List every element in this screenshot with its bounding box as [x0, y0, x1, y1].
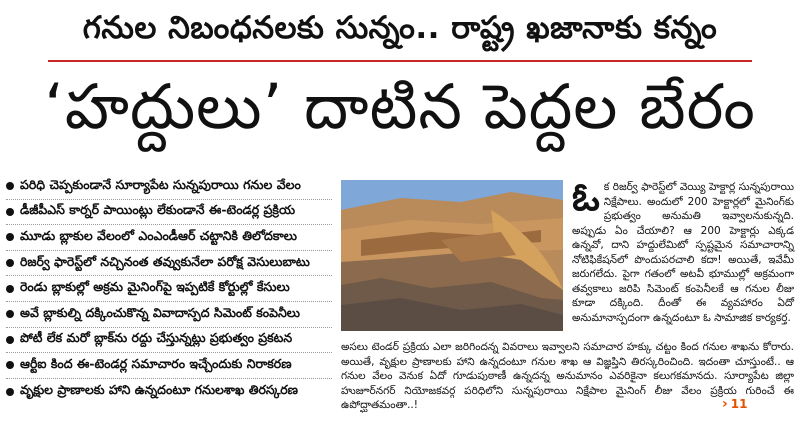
bullet-icon — [6, 233, 14, 241]
quarry-illustration — [341, 180, 563, 331]
bullet-item — [6, 353, 332, 379]
bullet-icon — [6, 336, 14, 344]
bullet-icon — [6, 361, 14, 369]
article-paragraph: క రిజర్వ్ ఫారెస్ట్‌లో వెయ్యి హెక్టార్ల సున్నపురాయి నిక్షేపాలు. అందులో 200 హెక్టార్లలో మైనింగ్‌కు ప్రభుత్వం అనుమతి ఇవ్వాలనుకున్నది. అప్పుడు ఏం చేయాలి? ఆ 200 హెక్టార్లు ఎక్కడ ఉన్నవో, దాని హద్దులేమిటో స్పష్టమైన సమాచారాన్ని నోటిఫికేషన్‌లో పొందుపరచాలి కదా! అయితే, ఇవేమీ జరుగలేదు. పైగా గతంలో అటవీ భూముల్లో అక్రమంగా తవ్వకాలు జరిపి సిమెంట్ కంపెనీలకే ఆ గనుల లీజు కూడా దక్కింది. దీంతో ఈ వ్యవహారం ఏదో అనుమానాస్పదంగా ఉన్నదంటూ ఓ సామాజిక కార్యకర్త. — [572, 181, 794, 324]
bullet-item — [6, 251, 332, 277]
bullet-item — [6, 328, 332, 354]
bullet-item — [6, 302, 332, 328]
headline-text: ‘హద్దులు’ దాటిన పెద్దల బేరం — [44, 70, 756, 143]
continued-page: 11 — [730, 397, 748, 411]
bullet-item — [6, 379, 332, 405]
bullet-icon — [6, 285, 14, 293]
bullet-text: రిజర్వ్ ఫారెస్ట్‌లో నచ్చినంత తవ్వుకునేలా పరోక్ష వెసులుబాటు — [20, 253, 310, 269]
continued-marker — [722, 396, 747, 412]
kicker-headline — [0, 0, 800, 62]
bullet-icon — [6, 182, 14, 190]
article-paragraph: అసలు టెండర్ ప్రక్రియ ఎలా జరిగిందన్న వివరాలు ఇవ్వాలని సమాచార హక్కు చట్టం కింద గనుల శాఖను కోరారు. అయితే, వృక్షుల ప్రాణాలకు హాని ఉన్నదంటూ గనుల శాఖ ఆ విజ్ఞప్తిని తిరస్కరించింది. ఇదంతా చూస్తుంటే.. ఆ గనుల వేలం వెనుక ఏదో గూడుపుఠాణీ ఉన్నదన్న అనుమానం ఎవరికైనా కలుగకమానదు. సూర్యాపేట జిల్లా హుజూర్‌నగర్ నియోజకవర్గ పరిధిలోని సున్నపురాయి నిక్షేపాల మైనింగ్ లీజు వేలం ప్రక్రియ గురించే ఈ ఉపోద్ఘాతమంతా..! — [341, 341, 794, 411]
bullet-text: రెండు బ్లాకుల్లో అక్రమ మైనింగ్‌పై ఇప్పటికే కోర్టుల్లో కేసులు — [20, 279, 290, 295]
bullet-text: అవే బ్లాకుల్ని దక్కించుకొన్న వివాదాస్పద సిమెంట్ కంపెనీలు — [20, 304, 300, 320]
bullet-icon — [6, 388, 14, 396]
bullet-text: పరిధి చెప్పకుండానే సూర్యాపేట సున్నపురాయి గనుల వేలం — [20, 176, 301, 192]
bullet-icon — [6, 208, 14, 216]
bullet-text: ఆర్టీఐ కింద ఈ-టెండర్ల సమాచారం ఇచ్చేందుకు నిరాకరణ — [20, 355, 292, 371]
bullet-text: మూడు బ్లాకుల వేలంలో ఎంఎండీఆర్ చట్టానికి తిలోదకాలు — [20, 227, 297, 243]
bullet-icon — [6, 310, 14, 318]
kicker-text: గనుల నిబంధనలకు సున్నం.. రాష్ట్ర ఖజానాకు కన్నం — [82, 9, 718, 46]
drop-cap: ఓ — [572, 174, 600, 219]
bullet-icon — [6, 259, 14, 267]
bullet-item — [6, 200, 332, 226]
bullet-text: వృక్షుల ప్రాణాలకు హాని ఉన్నదంటూ గనులశాఖ తిరస్కరణ — [20, 382, 298, 398]
bullet-item — [6, 174, 332, 200]
bullet-item — [6, 225, 332, 251]
chevron-right-icon: › — [722, 396, 728, 412]
bullet-item — [6, 276, 332, 302]
bullet-text: పోటీ లేక మరో బ్లాక్‌ను రద్దు చేస్తున్నట్లు ప్రభుత్వం ప్రకటన — [20, 330, 293, 346]
main-headline — [0, 66, 800, 162]
quarry-photo — [341, 180, 563, 331]
bullet-text: డీజీపీఎస్ కార్నర్ పాయింట్లు లేకుండానే ఈ-టెండర్ల ప్రక్రియ — [20, 202, 296, 218]
article-column — [572, 174, 794, 325]
bullet-list — [6, 174, 332, 404]
kicker-rule — [48, 60, 752, 62]
